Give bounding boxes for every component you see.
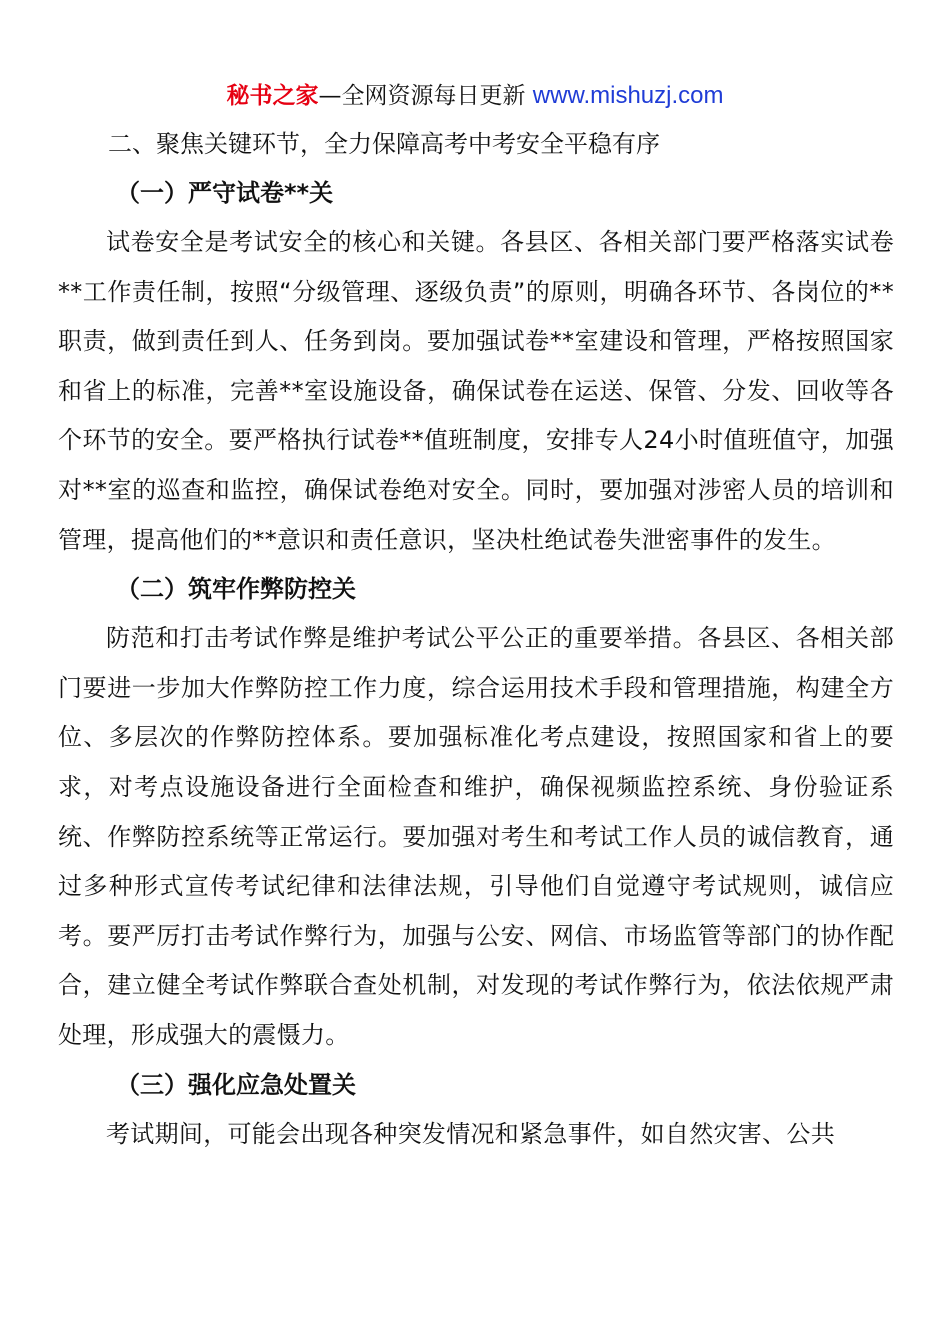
page-header [0,80,950,112]
subsection-heading-3: （三）强化应急处置关 [116,1070,356,1099]
subsection-paragraph-1: 试卷安全是考试安全的核心和关键。各县区、各相关部门要严格落实试卷**工作责任制，按照“分级管理、逐级负责”的原则，明确各环节、各岗位的**职责，做到责任到人、任务到岗。要加强试卷**室建设和管理，严格按照国家和省上的标准，完善**室设施设备，确保试卷在运送、保管、分发、回收等各个环节的安全。要严格执行试卷**值班制度，安排专人24小时值班值守，加强对**室的巡查和监控，确保试卷绝对安全。同时，要加强对涉密人员的培训和管理，提高他们的**意识和责任意识，坚决杜绝试卷失泄密事件的发生。 [58,228,894,554]
site-url-link[interactable]: www.mishuzj.com [532,82,724,109]
document-body [58,120,894,1159]
subsection-heading-1: （一）严守试卷**关 [116,179,334,207]
subsection-heading-2: （二）筑牢作弊防控关 [116,575,356,604]
subsection-paragraph-3: 考试期间，可能会出现各种突发情况和紧急事件，如自然灾害、公共 [106,1119,835,1148]
site-tagline: —全网资源每日更新 [318,83,526,109]
subsection-paragraph-2: 防范和打击考试作弊是维护考试公平公正的重要举措。各县区、各相关部门要进一步加大作弊防控工作力度，综合运用技术手段和管理措施，构建全方位、多层次的作弊防控体系。要加强标准化考点建设，按照国家和省上的要求，对考点设施设备进行全面检查和维护，确保视频监控系统、身份验证系统、作弊防控系统等正常运行。要加强对考生和考试工作人员的诚信教育，通过多种形式宣传考试纪律和法律法规，引导他们自觉遵守考试规则，诚信应考。要严厉打击考试作弊行为，加强与公安、网信、市场监管等部门的协作配合，建立健全考试作弊联合查处机制，对发现的考试作弊行为，依法依规严肃处理，形成强大的震慑力。 [58,624,894,1049]
site-brand: 秘书之家 [226,83,319,109]
section-title: 二、聚焦关键环节，全力保障高考中考安全平稳有序 [108,130,660,158]
